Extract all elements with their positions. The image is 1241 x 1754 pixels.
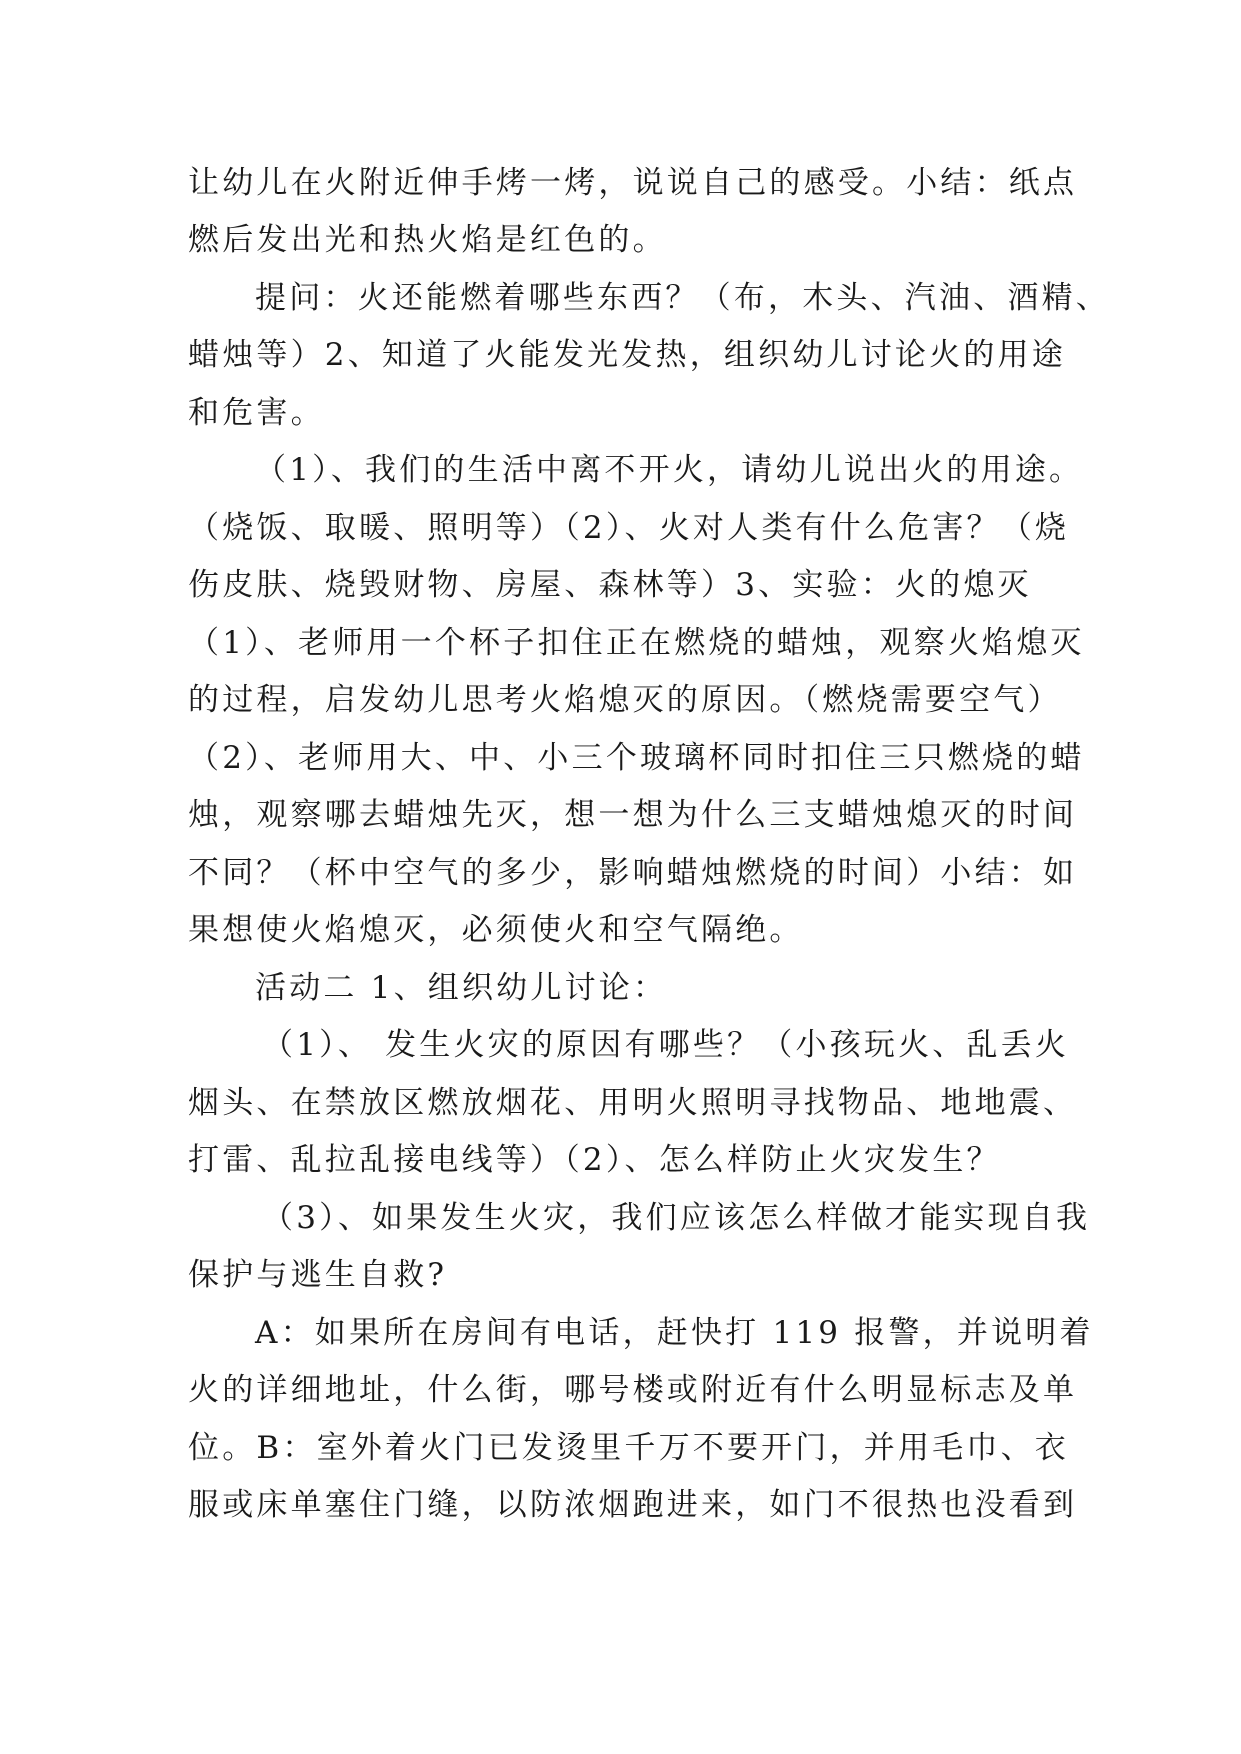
text-line: 不同？（杯中空气的多少，影响蜡烛燃烧的时间）小结：如: [188, 855, 1078, 891]
text-line: （1）、老师用一个杯子扣住正在燃烧的蜡烛，观察火焰熄灭: [188, 625, 1085, 661]
text-line: （2）、老师用大、中、小三个玻璃杯同时扣住三只燃烧的蜡: [188, 740, 1085, 776]
text-line: A：如果所在房间有电话，赶快打 119 报警，并说明着: [255, 1315, 1094, 1351]
text-line: （3）、如果发生火灾，我们应该怎么样做才能实现自我: [262, 1200, 1091, 1236]
text-line: 蜡烛等）2、知道了火能发光发热，组织幼儿讨论火的用途: [188, 337, 1066, 373]
text-line: 果想使火焰熄灭，必须使火和空气隔绝。: [188, 912, 804, 948]
text-line: 活动二 1、组织幼儿讨论：: [255, 970, 668, 1006]
text-line: 的过程，启发幼儿思考火焰熄灭的原因。（燃烧需要空气）: [188, 682, 1062, 718]
text-line: 伤皮肤、烧毁财物、房屋、森林等）3、实验：火的熄灭: [188, 567, 1032, 603]
text-line: 提问：火还能燃着哪些东西？（布，木头、汽油、酒精、: [255, 280, 1110, 316]
text-line: （烧饭、取暖、照明等）（2）、火对人类有什么危害？（烧: [188, 510, 1070, 546]
text-line: 保护与逃生自救?: [188, 1257, 448, 1293]
text-line: 烛，观察哪去蜡烛先灭，想一想为什么三支蜡烛熄灭的时间: [188, 797, 1078, 833]
text-line: （1）、 发生火灾的原因有哪些？（小孩玩火、乱丢火: [262, 1027, 1070, 1063]
text-line: 位。B：室外着火门已发烫里千万不要开门，并用毛巾、衣: [188, 1430, 1069, 1466]
text-line: 和危害。: [188, 395, 325, 431]
text-line: 燃后发出光和热火焰是红色的。: [188, 222, 667, 258]
text-line: 打雷、乱拉乱接电线等）（2）、怎么样防止火灾发生？: [188, 1142, 1001, 1178]
text-line: 火的详细地址，什么街，哪号楼或附近有什么明显标志及单: [188, 1372, 1078, 1408]
text-line: （1）、我们的生活中离不开火，请幼儿说出火的用途。: [255, 452, 1084, 488]
text-line: 让幼儿在火附近伸手烤一烤，说说自己的感受。小结：纸点: [188, 165, 1078, 201]
text-line: 烟头、在禁放区燃放烟花、用明火照明寻找物品、地地震、: [188, 1085, 1078, 1121]
text-line: 服或床单塞住门缝，以防浓烟跑进来，如门不很热也没看到: [188, 1487, 1078, 1523]
